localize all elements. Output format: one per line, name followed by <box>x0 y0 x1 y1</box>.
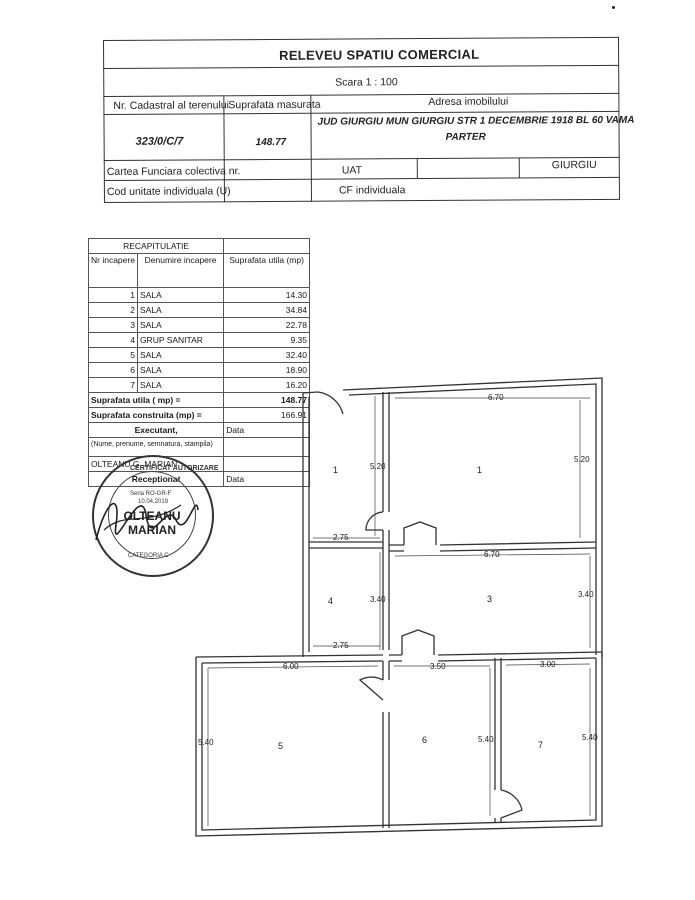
room-nr: 7 <box>89 378 138 393</box>
room-label: 1 <box>333 465 339 475</box>
recap-col-surface: Suprafata utila (mp) <box>224 254 310 288</box>
room-surface: 16.20 <box>224 378 310 393</box>
construita-value: 166.91 <box>224 408 310 423</box>
dim-label: 5.20 <box>370 462 386 471</box>
cadastral-header: Nr. Cadastral al terenului <box>113 99 229 112</box>
uat-value: GIURGIU <box>551 158 597 172</box>
dim-label: 3.00 <box>540 660 556 669</box>
room-surface: 32.40 <box>224 348 310 363</box>
room-surface: 22.78 <box>224 318 310 333</box>
room-nr: 4 <box>89 333 138 348</box>
room-name: SALA <box>137 363 223 378</box>
recap-title: RECAPITULATIE <box>89 239 224 254</box>
dim-label: 6.70 <box>484 550 500 559</box>
room-nr: 3 <box>89 318 138 333</box>
room-surface: 9.35 <box>224 333 310 348</box>
dim-label: 3.50 <box>430 662 446 671</box>
stamp-top-text: CERTIFICAT AUTORIZARE <box>130 465 219 472</box>
address-line-2: PARTER <box>445 131 486 143</box>
dim-label: 5.40 <box>582 733 598 742</box>
stamp-name-1: OLTEANU <box>123 509 181 523</box>
recap-col-nr: Nr incapere <box>89 254 138 288</box>
stamp-name-2: MARIAN <box>128 523 176 537</box>
uat-label: UAT <box>341 164 363 177</box>
room-surface: 18.90 <box>224 363 310 378</box>
room-name: GRUP SANITAR <box>137 333 223 348</box>
dim-label: 2.75 <box>333 533 349 542</box>
dim-label: 5.40 <box>198 738 214 747</box>
address-header: Adresa imobilului <box>428 95 509 109</box>
executant-label: Executant, <box>89 423 224 438</box>
dim-label: 2.75 <box>333 641 349 650</box>
room-surface: 34.84 <box>224 303 310 318</box>
dim-label: 3.40 <box>578 590 594 599</box>
room-nr: 5 <box>89 348 138 363</box>
names-hint: (Nume, prenume, semnatura, stampila) <box>89 438 224 457</box>
room-surface: 14.30 <box>224 288 310 303</box>
cf-individuala-label: CF individuala <box>338 184 406 197</box>
carte-funciara-label: Cartea Funciara colectiva nr. <box>106 165 241 178</box>
util-label: Suprafata utila ( mp) = <box>89 393 224 408</box>
scale-label: Scara 1 : 100 <box>335 76 398 89</box>
room-label: 1 <box>477 465 483 475</box>
room-label: 3 <box>487 594 493 604</box>
document-title: RELEVEU SPATIU COMERCIAL <box>279 46 480 63</box>
room-name: SALA <box>137 303 223 318</box>
executant-name: OLTEANU G. MARIAN <box>89 457 224 472</box>
stamp-serie: Seria RO-GR-F <box>130 491 172 497</box>
surface-header: Suprafata masurata <box>228 98 321 112</box>
receptionat-label: Receptionat <box>89 472 224 487</box>
room-nr: 2 <box>89 303 138 318</box>
dim-label: 5.20 <box>574 455 590 464</box>
room-label: 6 <box>422 735 428 745</box>
recap-col-name: Denumire incapere <box>137 254 223 288</box>
cod-unitate-label: Cod unitate individuala (U) <box>106 185 231 198</box>
executant-data-label: Data <box>224 423 310 438</box>
cadastral-value: 323/0/C/7 <box>135 135 184 148</box>
receptionat-data-label: Data <box>224 472 310 487</box>
room-name: SALA <box>137 378 223 393</box>
room-label: 7 <box>538 740 544 750</box>
dim-label: 5.40 <box>478 735 494 744</box>
room-label: 5 <box>278 741 284 751</box>
dim-label: 3.40 <box>370 595 386 604</box>
address-line-1: JUD GIURGIU MUN GIURGIU STR 1 DECEMBRIE 1918 BL 60 VAMA <box>317 114 635 128</box>
room-name: SALA <box>137 318 223 333</box>
dim-label: 6.00 <box>283 662 299 671</box>
surface-value: 148.77 <box>255 136 287 149</box>
room-label: 4 <box>328 596 334 606</box>
room-nr: 1 <box>89 288 138 303</box>
room-nr: 6 <box>89 363 138 378</box>
room-name: SALA <box>137 348 223 363</box>
dim-label: 6.70 <box>488 393 504 402</box>
construita-label: Suprafata construita (mp) = <box>89 408 224 423</box>
util-value: 148.77 <box>224 393 310 408</box>
stamp-category: CATEGORIA C <box>128 553 169 559</box>
room-name: SALA <box>137 288 223 303</box>
stamp-date: 10.04.2019 <box>138 499 169 505</box>
